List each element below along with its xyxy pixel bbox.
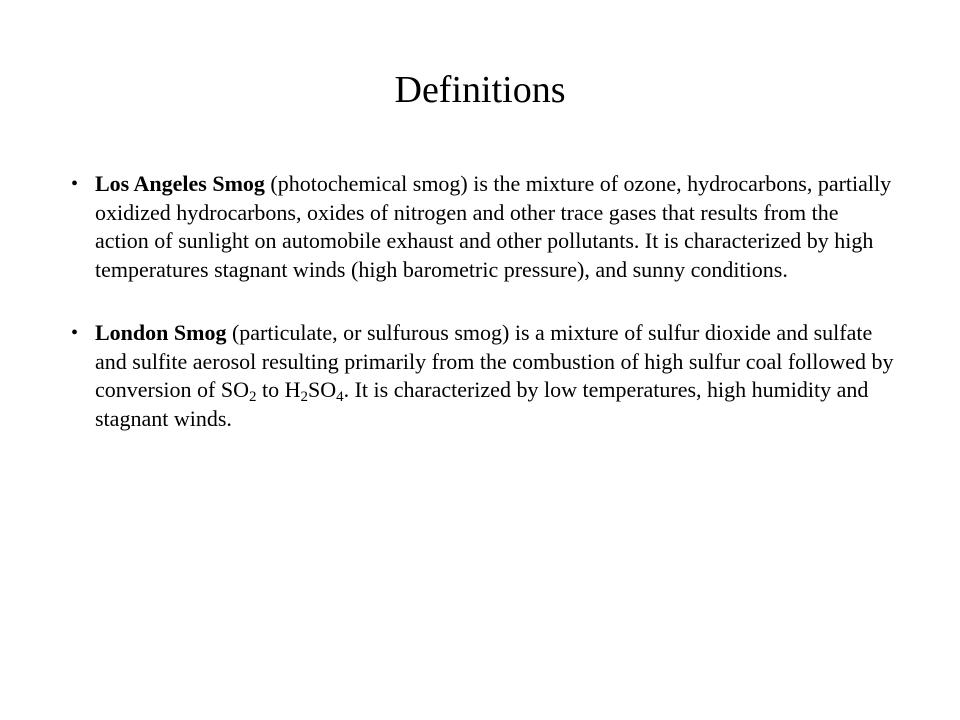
slide-title: Definitions — [394, 69, 566, 111]
definition-text-part-c: SO — [307, 377, 337, 402]
bullet-list — [71, 170, 895, 468]
bullet-icon: • — [71, 322, 79, 344]
subscript: 2 — [300, 389, 308, 405]
bullet-icon: • — [71, 173, 79, 195]
term-los-angeles-smog: Los Angeles Smog — [95, 171, 265, 196]
bullet-los-angeles-smog — [71, 170, 895, 284]
bullet-london-smog — [71, 319, 895, 433]
definition-text-part-a: (particulate, or sulfurous smog) is a mixture of sulfur dioxide and sulfate and sulfite aerosol resulting primarily from the combustion of high sulfur coal followed by conversion of SO — [95, 320, 894, 402]
definition-text: (photochemical smog) is the mixture of ozone, hydrocarbons, partially oxidized hydrocarbons, oxides of nitrogen and other trace gases that results from the action of sunlight on automobile exhaust and other pollutants. It is characterized by high temperatures stagnant winds (high barometric pressure), and sunny conditions. — [95, 171, 892, 282]
term-london-smog: London Smog — [95, 320, 227, 345]
definition-text-part-d: . It is characterized by low temperatures, high humidity and stagnant winds. — [95, 377, 869, 431]
subscript: 2 — [248, 389, 257, 405]
definition-text-part-b: to H — [256, 377, 301, 402]
subscript: 4 — [336, 389, 344, 405]
